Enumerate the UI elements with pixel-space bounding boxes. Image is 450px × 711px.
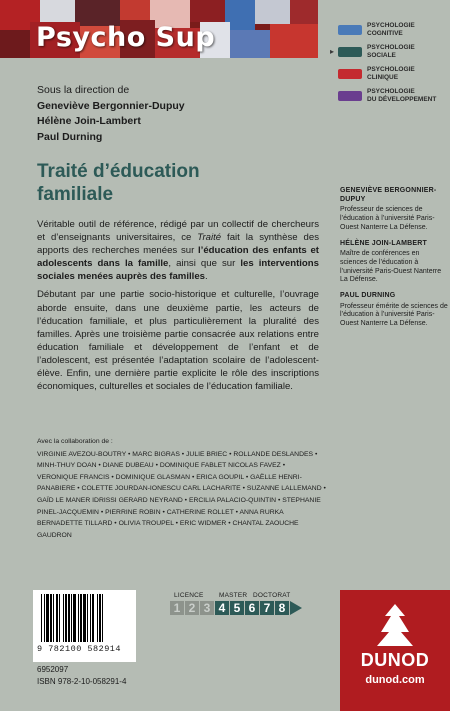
publisher-logo-icon [367,602,423,648]
level-digit: 6 [245,601,260,615]
collection-label-line1: PSYCHOLOGIE [367,66,415,73]
header-mosaic [0,0,318,58]
book-title-line2: familiale [37,184,114,205]
book-title [37,160,200,206]
barcode-number: 9 782100 582914 [37,644,122,654]
editors-block [37,83,185,145]
bio-name: HÉLÈNE JOIN-LAMBERT [340,239,428,247]
level-digit: 4 [215,601,230,615]
collection-cognitive [338,22,450,42]
collection-swatch [338,25,362,35]
publisher-name: DUNOD [360,650,430,670]
contributors [37,436,327,541]
collection-label-line2: COGNITIVE [367,30,403,37]
collection-swatch [338,69,362,79]
collection-swatch [338,47,362,57]
publisher-block [340,590,450,711]
publisher-url: dunod.com [365,674,425,686]
collection-label-line2: DU DÉVELOPPEMENT [367,96,437,103]
bio-name: GENEVIÈVE BERGONNIER-DUPUY [340,187,437,203]
collection-label-line1: PSYCHOLOGIE [367,44,415,51]
isbn: ISBN 978-2-10-058291-4 [37,677,127,686]
author-bios [340,187,448,336]
level-indicator [170,592,325,618]
level-master-label: MASTER [219,592,248,599]
collection-label-line1: PSYCHOLOGIE [367,22,415,29]
bio-name: PAUL DURNING [340,292,396,300]
collection-label-line2: SOCIALE [367,52,396,59]
editor-name: Hélène Join-Lambert [37,115,141,127]
collection-label-line2: CLINIQUE [367,74,399,81]
blurb [37,218,319,398]
barcode [33,590,136,662]
blurb-paragraph-1: Véritable outil de référence, rédigé par un collectif de chercheurs et d’enseignants universitaires, ce Traité fait la synthèse des apports des recherches menées sur l’éducation des enfants et adolescents dans la famille, ainsi que sur les interventions sociales menées auprès des familles. [37,219,320,283]
level-digits [170,601,302,615]
collection-clinique [338,66,450,86]
bio-text: Maître de conférences en sciences de l’éducation à l’université Paris-Ouest Nanterre La Défense. [340,250,442,284]
collection-developpement [338,88,450,108]
level-digit: 5 [230,601,245,615]
level-digit: 1 [170,601,185,615]
level-licence-label: LICENCE [174,592,204,599]
chevron-right-icon: ▸ [330,47,335,56]
editor-name: Geneviève Bergonnier-Dupuy [37,99,185,112]
blurb-paragraph-2: Débutant par une partie socio-historique et culturelle, l’ouvrage aborde ensuite, dans une deuxième partie, les acteurs de l’éducation familiale, et plus particulièrement la pluralité des familles. Après une troisième partie consacrée aux relations entre éducation familiale et développement de l’enfant et de l’adolescent, est présentée l’adaptation scolaire de l’adolescent-élève. Enfin, une dernière partie explicite le rôle des inscriptions économiques, culturelles et sociales de l’éducation familiale. [37,289,319,393]
bio-text: Professeur de sciences de l’éducation à l’université Paris-Ouest Nanterre La Défense. [340,206,435,231]
level-doctorat-label: DOCTORAT [253,592,291,599]
contributors-list: VIRGINIE AVEZOU-BOUTRY • MARC BIGRAS • JULIE BRIEC • ROLLANDE DESLANDES • MINH-THUY DOAN • DIANE DUBEAU • DOMINIQUE FABLET NICOLAS FAVEZ • VERONIQUE FRANCIS • DOMINIQUE GLASMAN • ERICA GOUPIL • GAËLLE HENRI-PANABIERE • COLETTE JOURDAN-IONESCU CARL LACHARITE • SUZANNE LALLEMAND • GAÏD LE MANER IDRISSI GERARD NEYRAND • ERCILIA PALACIO-QUINTIN • STEPHANIE PINEL-JACQUEMIN • PIERRINE ROBIN • CATHERINE ROLLET • ANNA RURKA BERNADETTE TILLARD • OLIVIA TROUPEL • ERIC WIDMER • CHANTAL ZAOUCHE GAUDRON [37,450,326,539]
product-code: 6952097 [37,665,69,674]
level-digit: 2 [185,601,200,615]
collection-swatch [338,91,362,101]
collection-sociale [330,44,450,64]
level-digit: 7 [260,601,275,615]
level-digit: 3 [200,601,215,615]
arrow-right-icon [290,601,302,615]
editor-name: Paul Durning [37,130,103,143]
barcode-icon [39,594,131,644]
series-title: Psycho Sup [36,22,216,53]
editors-intro: Sous la direction de [37,84,130,96]
book-title-line1: Traité d’éducation [37,161,200,182]
contributors-title: Avec la collaboration de : [37,438,113,445]
level-digit: 8 [275,601,290,615]
collection-label-line1: PSYCHOLOGIE [367,88,415,95]
bio-text: Professeur émérite de sciences de l’éducation à l’université Paris-Ouest Nanterre La Défense. [340,302,448,328]
